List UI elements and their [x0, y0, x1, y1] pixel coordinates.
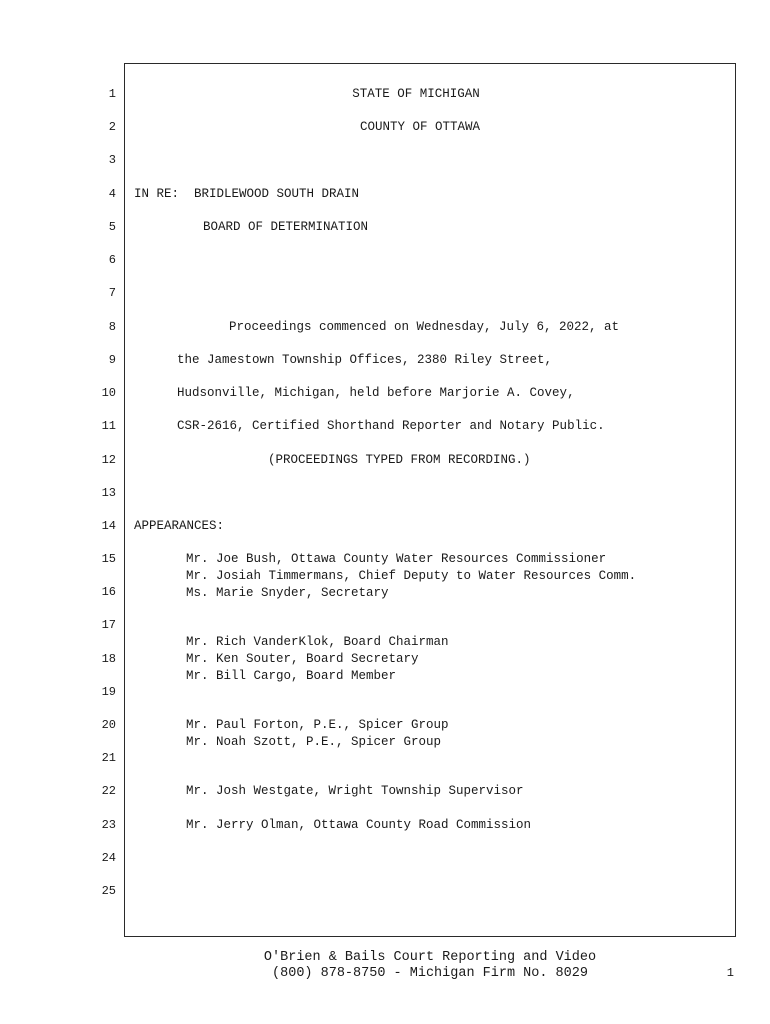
line-number: 15 — [101, 552, 116, 566]
reporter-footer — [124, 950, 736, 982]
line-number: 25 — [101, 884, 116, 898]
line-number: 21 — [101, 751, 116, 765]
appearance-entry: Mr. Bill Cargo, Board Member — [186, 669, 397, 683]
footer-firm: O'Brien & Bails Court Reporting and Video — [263, 950, 597, 965]
line-number: 19 — [101, 685, 116, 699]
court-county: COUNTY OF OTTAWA — [359, 120, 481, 134]
proceedings-note: (PROCEEDINGS TYPED FROM RECORDING.) — [268, 453, 531, 467]
line-number: 1 — [108, 87, 116, 101]
proceedings-line: the Jamestown Township Offices, 2380 Riley Street, — [177, 353, 553, 367]
line-number: 6 — [108, 253, 116, 267]
appearance-entry: Mr. Josh Westgate, Wright Township Supervisor — [186, 784, 524, 798]
court-state: STATE OF MICHIGAN — [352, 87, 480, 101]
line-number: 16 — [101, 585, 116, 599]
line-number: 22 — [101, 784, 116, 798]
appearance-entry: Mr. Rich VanderKlok, Board Chairman — [186, 635, 449, 649]
line-number: 14 — [101, 519, 116, 533]
appearance-entry: Mr. Jerry Olman, Ottawa County Road Commission — [186, 818, 532, 832]
appearance-entry: Mr. Noah Szott, P.E., Spicer Group — [186, 735, 442, 749]
line-number: 13 — [101, 486, 116, 500]
appearance-entry: Mr. Josiah Timmermans, Chief Deputy to Water Resources Comm. — [186, 569, 637, 583]
line-number: 12 — [101, 453, 116, 467]
line-number: 11 — [101, 419, 116, 433]
line-number: 23 — [101, 818, 116, 832]
line-number: 9 — [108, 353, 116, 367]
line-number: 20 — [101, 718, 116, 732]
appearance-entry: Ms. Marie Snyder, Secretary — [186, 586, 389, 600]
proceedings-line: Proceedings commenced on Wednesday, July 6, 2022, at — [229, 320, 620, 334]
line-number: 18 — [101, 652, 116, 666]
line-number: 10 — [101, 386, 116, 400]
line-number: 3 — [108, 153, 116, 167]
case-title: IN RE: BRIDLEWOOD SOUTH DRAIN — [134, 187, 360, 201]
line-number: 24 — [101, 851, 116, 865]
appearance-entry: Mr. Joe Bush, Ottawa County Water Resources Commissioner — [186, 552, 607, 566]
appearance-entry: Mr. Paul Forton, P.E., Spicer Group — [186, 718, 449, 732]
appearances-heading: APPEARANCES: — [134, 519, 225, 533]
line-number: 8 — [108, 320, 116, 334]
line-number: 17 — [101, 618, 116, 632]
case-subtitle: BOARD OF DETERMINATION — [203, 220, 369, 234]
proceedings-line: CSR-2616, Certified Shorthand Reporter and Notary Public. — [177, 419, 605, 433]
line-number: 4 — [108, 187, 116, 201]
footer-phone: (800) 878-8750 - Michigan Firm No. 8029 — [272, 966, 588, 981]
appearance-entry: Mr. Ken Souter, Board Secretary — [186, 652, 419, 666]
line-number: 2 — [108, 120, 116, 134]
proceedings-line: Hudsonville, Michigan, held before Marjorie A. Covey, — [177, 386, 575, 400]
line-number: 7 — [108, 286, 116, 300]
page-number: 1 — [726, 966, 734, 980]
line-number: 5 — [108, 220, 116, 234]
